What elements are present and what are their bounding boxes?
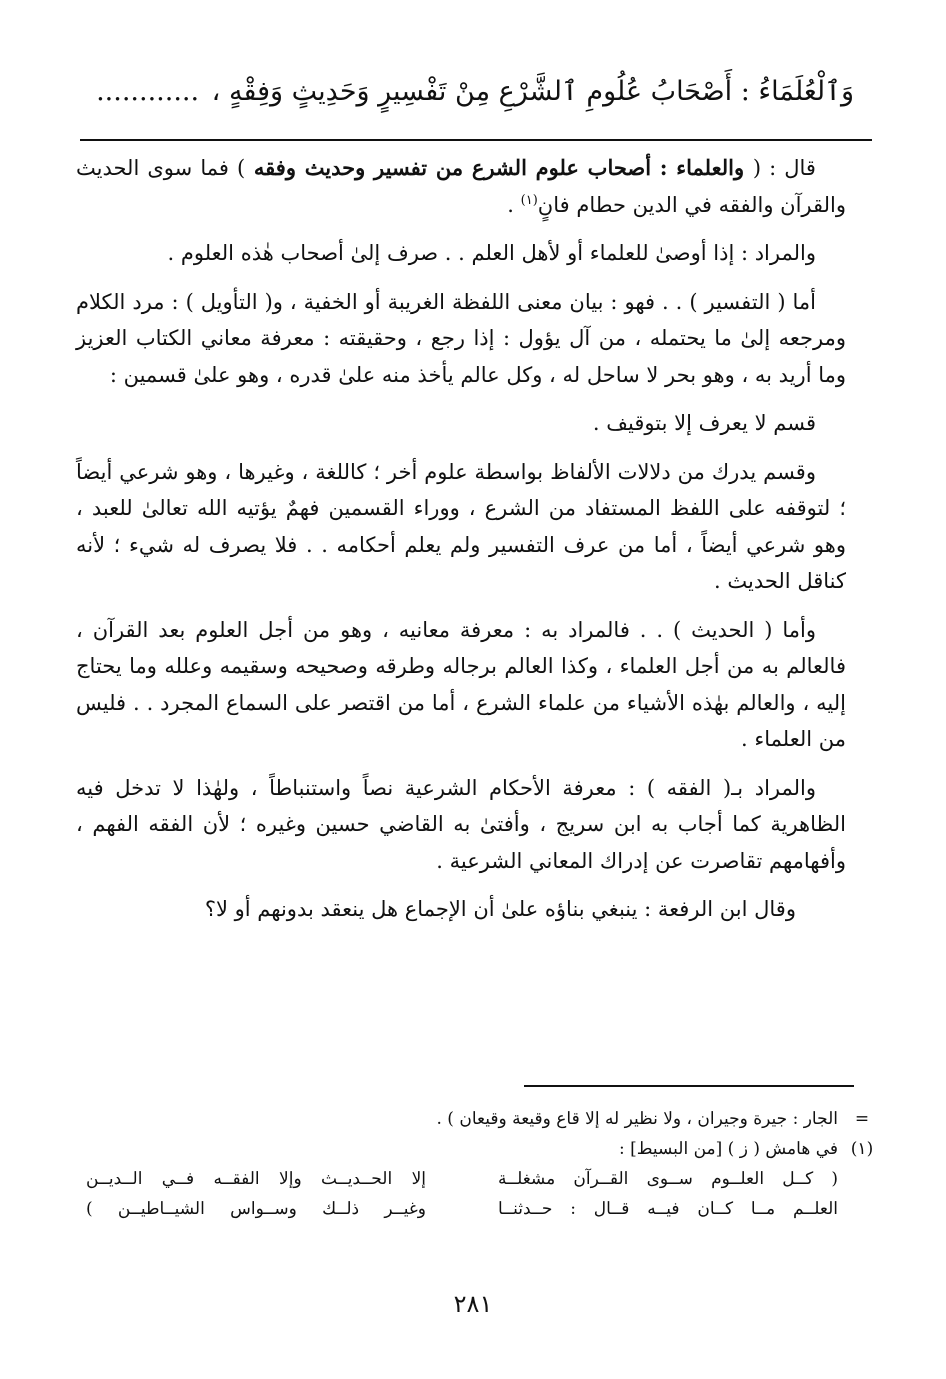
header-title: وَٱلْعُلَمَاءُ : أَصْحَابُ عُلُومِ ٱلشَّرْعِ مِنْ تَفْسِيرٍ وَحَدِيثٍ وَفِقْهٍ ، [211, 76, 854, 107]
page-number: ٢٨١ [453, 1290, 493, 1318]
footnote-rule [524, 1085, 854, 1087]
footnote-ref-1: (١) [520, 192, 538, 208]
header-dots: ............ [96, 76, 200, 107]
header-rule [80, 139, 872, 141]
p1-rest: ) فما سوى الحديث والقرآن والفقه في الدين حطام فانٍ [76, 156, 846, 217]
footnote-1-mark: (١) [850, 1139, 874, 1159]
paragraph-8: وقال ابن الرفعة : ينبغي بناؤه علىٰ أن الإجماع هل ينعقد بدونهم أو لا؟ [204, 897, 796, 921]
paragraph-7: والمراد بـ( الفقه ) : معرفة الأحكام الشرعية نصاً واستنباطاً ، ولهٰذا لا تدخل فيه الظاهرية كما أجاب به ابن سريج ، وأفتىٰ به القاضي حسين وغيره ؛ لأن الفقه الفهم ، وأفهامهم تقاصرت عن إدراك المعاني الشرعية . [76, 775, 846, 873]
running-header [78, 72, 854, 112]
footnote-continuation [76, 1104, 886, 1134]
p1-bold-quote: والعلماء : أصحاب علوم الشرع من تفسير وحديث وفقه [245, 155, 753, 180]
continuation-mark: = [854, 1109, 870, 1129]
paragraph-4: قسم لا يعرف إلا بتوقيف . [592, 411, 816, 435]
paragraph-6: وأما ( الحديث ) . . فالمراد به : معرفة معانيه ، وهو من أجل العلوم بعد القرآن ، فالعالم به من أجل العلماء ، وكذا العالم برجاله وطرقه وصحيحه وسقيمه وعلله وما يحتاج إليه ، والعالم بهٰذه الأشياء من علماء الشرع ، أما من اقتصر على السماع المجرد . . فليس من العلماء . [76, 617, 846, 751]
footnote-1-text: في هامش ( ز ) [من البسيط] : [618, 1139, 838, 1159]
continuation-text: الجار : جيرة وجيران ، ولا نظير له إلا قاع وقيعة وقيعان ) . [436, 1109, 838, 1129]
footnote-1 [76, 1134, 886, 1164]
paragraph-1 [76, 150, 846, 223]
footnotes [76, 1104, 886, 1224]
verse-1-first-hemistich: ( كــل العلــوم ســوى القــرآن مشغلــة [498, 1169, 838, 1189]
verse-1-second-hemistich: إلا الحــديــث وإلا الفقــه فــي الــديــن [86, 1169, 426, 1189]
main-text [76, 150, 846, 940]
paragraph-3: أما ( التفسير ) . . فهو : بيان معنى اللفظة الغريبة أو الخفية ، و( التأويل ) : مرد الكلام ومرجعه إلىٰ ما يحتمله ، من آل يؤول : إذا رجع ، وحقيقته : معرفة معاني الكتاب العزيز وما أريد به ، وهو بحر لا ساحل له ، وكل عالم يأخذ منه علىٰ قدره ، وهو علىٰ قسمين : [76, 289, 846, 387]
verse-2-first-hemistich: العلــم مــا كــان فيــه قــال : حــدثنــا [498, 1199, 838, 1219]
p1-lead: قال : ( [752, 156, 816, 180]
p1-end: . [507, 192, 521, 217]
paragraph-5: وقسم يدرك من دلالات الألفاظ بواسطة علوم أخر ؛ كاللغة ، وغيرها ، وهو شرعي أيضاً ؛ لتوقفه على اللفظ المستفاد من الشرع ، ووراء القسمين فهمٌ يؤتيه الله تعالىٰ للعبد ، وهو شرعي أيضاً ، أما من عرف التفسير ولم يعلم أحكامه . . فلا يصرف له شيء ؛ لأنه كناقل الحديث . [76, 459, 846, 593]
verse-2-second-hemistich: وغيــر ذلــك وســواس الشيــاطيــن ) [86, 1199, 426, 1219]
verse-line-1 [76, 1164, 886, 1194]
verse-line-2 [76, 1194, 886, 1224]
paragraph-2: والمراد : إذا أوصىٰ للعلماء أو لأهل العلم . . صرف إلىٰ أصحاب هٰذه العلوم . [167, 241, 816, 265]
